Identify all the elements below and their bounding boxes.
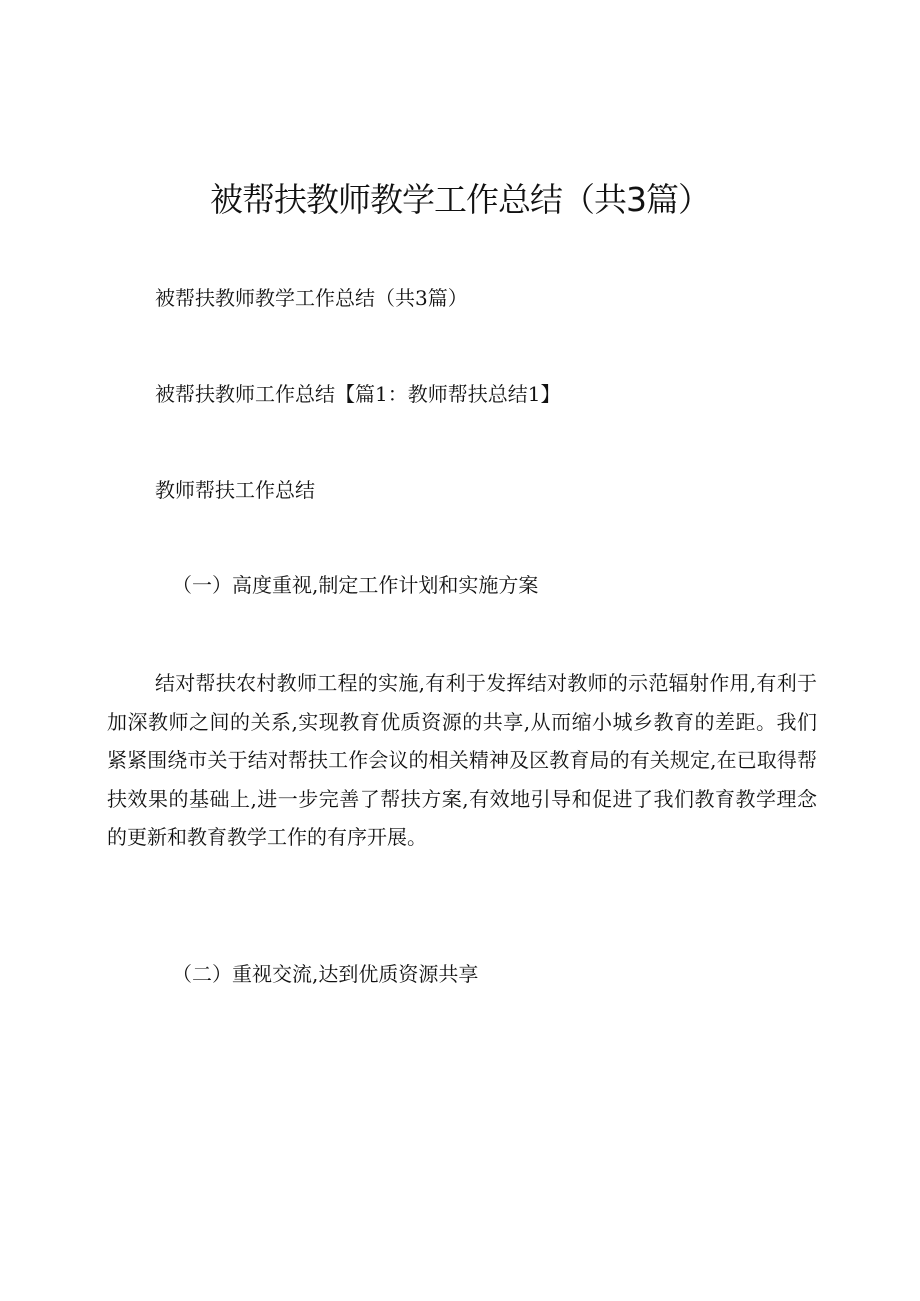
section-heading: 被帮扶教师工作总结【篇1：教师帮扶总结1】 <box>155 382 561 406</box>
item2-heading: （二）重视交流,达到优质资源共享 <box>172 962 479 986</box>
document-subtitle: 被帮扶教师教学工作总结（共3篇） <box>155 286 468 310</box>
doc-heading: 教师帮扶工作总结 <box>155 478 315 502</box>
document-title: 被帮扶教师教学工作总结（共3篇） <box>210 180 710 219</box>
body-paragraph: 结对帮扶农村教师工程的实施,有利于发挥结对教师的示范辐射作用,有利于加深教师之间的关系,实现教育优质资源的共享,从而缩小城乡教育的差距。我们紧紧围绕市关于结对帮扶工作会议的相关精神及区教育局的有关规定,在已取得帮扶效果的基础上,进一步完善了帮扶方案,有效地引导和促进了我们教育教学理念的更新和教育教学工作的有序开展。 <box>107 671 817 849</box>
item1-heading: （一）高度重视,制定工作计划和实施方案 <box>172 573 539 597</box>
